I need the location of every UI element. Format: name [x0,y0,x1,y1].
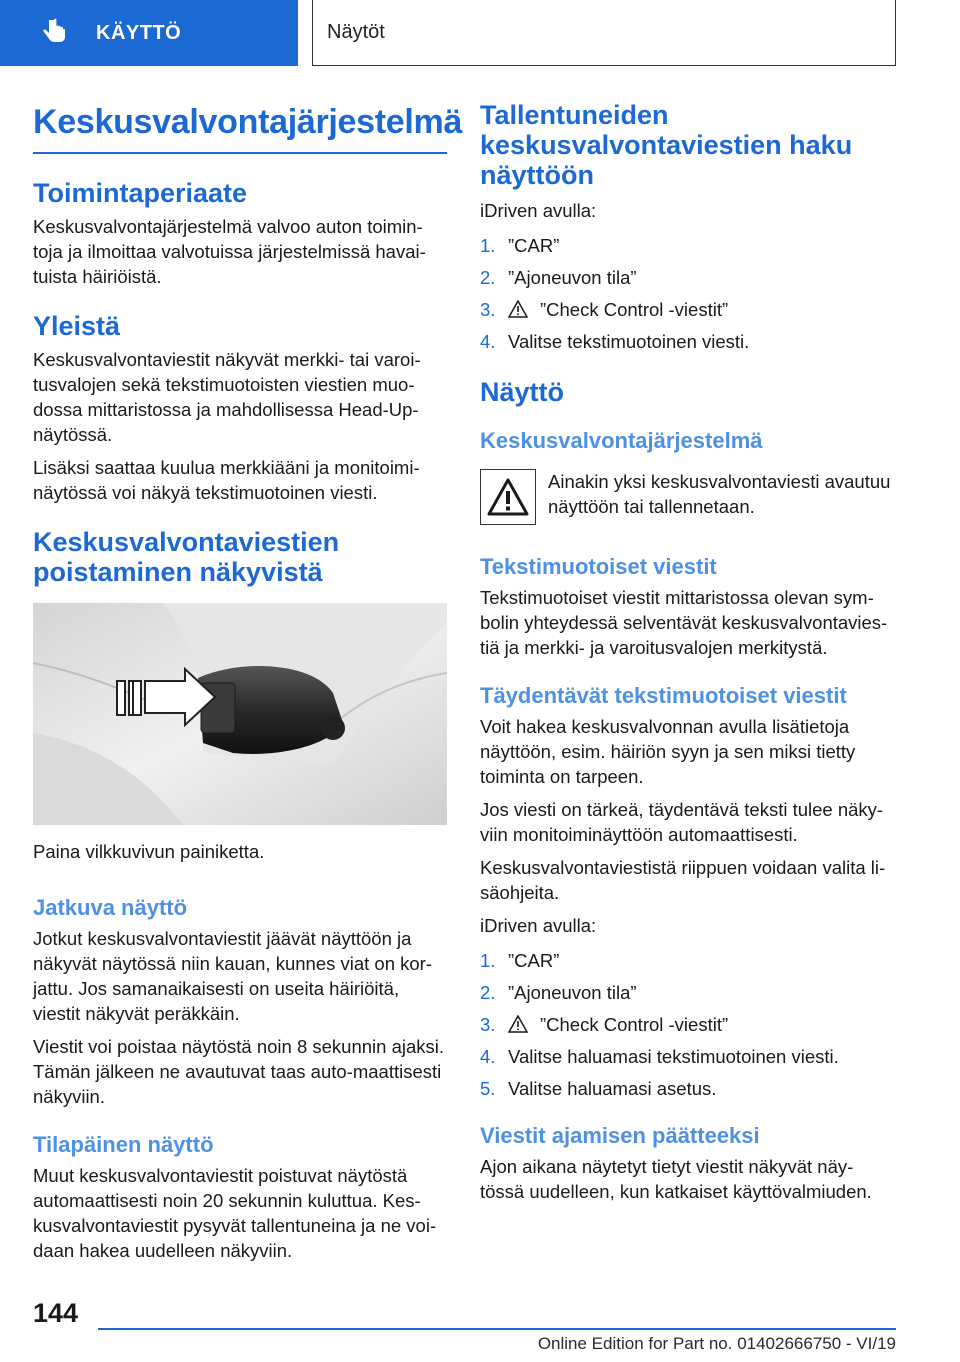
list-item [480,948,896,973]
heading-tallentuneiden-haku [480,100,896,190]
paragraph: Viestit voi poistaa näytöstä noin 8 sekunnin ajaksi. Tämän jälkeen ne avautuvat taas auto-maattisesti näkyviin. [33,1036,445,1107]
heading-line: poistaminen näkyvistä [33,557,323,587]
paragraph: Jos viesti on tärkeä, täydentävä teksti tulee näky-viin monitoiminäyttöön automaattisesti. [480,799,884,845]
paragraph: Muut keskusvalvontaviestit poistuvat näytöstä automaattisesti noin 20 sekunnin kuluttua. Kes-kusvalvontaviestit pysyvät tallentuneina ja ne voi-daan hakea uudelleen näkyviin. [33,1165,437,1261]
paragraph: Ajon aikana näytetyt tietyt viestit näkyvät näy-tössä uudelleen, kun katkaiset käyttövalmiuden. [480,1156,872,1202]
list-item [480,265,896,290]
step-text: ”Check Control -viestit” [540,1014,729,1035]
warning-text: Ainakin yksi keskusvalvontaviesti avautuu näyttöön tai tallennetaan. [548,471,891,517]
step-text: Valitse haluamasi asetus. [508,1078,717,1099]
heading-viestit-ajamisen-paatteeksi: Viestit ajamisen päätteeksi [480,1123,760,1148]
paragraph: iDriven avulla: [480,200,597,221]
paragraph: Tekstimuotoiset viestit mittaristossa olevan sym-bolin yhteydessä selventävät keskusvalvontavies-tiä ja merkki- ja varoitusvalojen merkitystä. [480,587,888,658]
step-text: ”Ajoneuvon tila” [508,982,637,1003]
heading-line: Tallentuneiden [480,100,669,130]
heading-toimintaperiaate: Toimintaperiaate [33,178,248,208]
heading-line: Keskusvalvontaviestien [33,527,340,557]
heading-poistaminen [33,527,447,587]
steps-list [480,948,896,1101]
heading-line: keskusvalvontaviestien haku [480,130,853,160]
paragraph: Keskusvalvontaviestistä riippuen voidaan valita li-säohjeita. [480,857,886,903]
page-title: Keskusvalvontajärjestelmä [33,100,447,154]
step-text: ”CAR” [508,950,560,971]
paragraph: Lisäksi saattaa kuulua merkkiääni ja monitoimi-näytössä voi näkyä tekstimuotoinen viesti. [33,457,420,503]
paragraph: iDriven avulla: [480,915,597,936]
figure-caption: Paina vilkkuvivun painiketta. [33,841,265,862]
step-number: 4. [480,331,496,352]
paragraph: Keskusvalvontaviestit näkyvät merkki- tai varoi-tusvalojen sekä tekstimuotoisten viestien muo-dossa mittaristossa ja mahdollisessa Head-Up-näytössä. [33,349,421,445]
turn-signal-stalk-illustration [33,603,447,825]
step-text: ”CAR” [508,235,560,256]
right-column [480,100,896,1204]
step-text: Valitse tekstimuotoinen viesti. [508,331,750,352]
list-item [480,1044,896,1069]
heading-jatkuva-naytto: Jatkuva näyttö [33,895,188,920]
paragraph: Voit hakea keskusvalvonnan avulla lisätietoja näyttöön, esim. häiriön syyn ja sen miksi tietty toiminta on tarpeen. [480,716,856,787]
step-number: 1. [480,235,496,256]
step-number: 2. [480,267,496,288]
list-item [480,329,896,354]
paragraph: Jotkut keskusvalvontaviestit jäävät näyttöön ja näkyvät näytössä niin kauan, kunnes viat on kor-jattu. Jos samanaikaisesti on useita häiriöitä, viestit näkyvät peräkkäin. [33,928,433,1024]
page-number: 144 [33,1298,79,1328]
steps-list [480,233,896,354]
step-number: 3. [480,1014,496,1035]
warning-triangle-icon [486,477,530,517]
step-text: ”Ajoneuvon tila” [508,267,637,288]
step-number: 1. [480,950,496,971]
heading-yleista: Yleistä [33,311,121,341]
step-text: Valitse haluamasi tekstimuotoinen viesti. [508,1046,839,1067]
list-item [480,980,896,1005]
stalk-drawing [33,603,447,825]
footer-divider [98,1328,896,1330]
warning-triangle-icon [508,300,528,318]
heading-line: näyttöön [480,160,594,190]
step-text: ”Check Control -viestit” [540,299,729,320]
list-item [480,297,896,322]
step-number: 4. [480,1046,496,1067]
section-title: Näytöt [312,0,896,66]
heading-tekstimuotoiset-viestit: Tekstimuotoiset viestit [480,554,717,579]
chapter-tab [0,0,298,66]
warning-box [480,469,536,525]
heading-keskusvalvontajarjestelma: Keskusvalvontajärjestelmä [480,428,763,453]
hand-pointer-icon [40,18,70,48]
list-item [480,1076,896,1101]
step-number: 2. [480,982,496,1003]
warning-notice [480,469,896,525]
warning-triangle-icon [508,1015,528,1033]
list-item [480,1012,896,1037]
heading-tilapainen-naytto: Tilapäinen näyttö [33,1132,214,1157]
edition-note: Online Edition for Part no. 01402666750 - VI/19 [537,1334,896,1353]
step-number: 3. [480,299,496,320]
chapter-label: KÄYTTÖ [96,21,182,44]
left-column [33,100,463,1263]
step-number: 5. [480,1078,496,1099]
list-item [480,233,896,258]
heading-taydentavat-viestit: Täydentävät tekstimuotoiset viestit [480,683,847,708]
paragraph: Keskusvalvontajärjestelmä valvoo auton toimin-toja ja ilmoittaa valvotuissa järjestelmissä havai-tuista häiriöistä. [33,216,426,287]
heading-naytto: Näyttö [480,377,565,407]
